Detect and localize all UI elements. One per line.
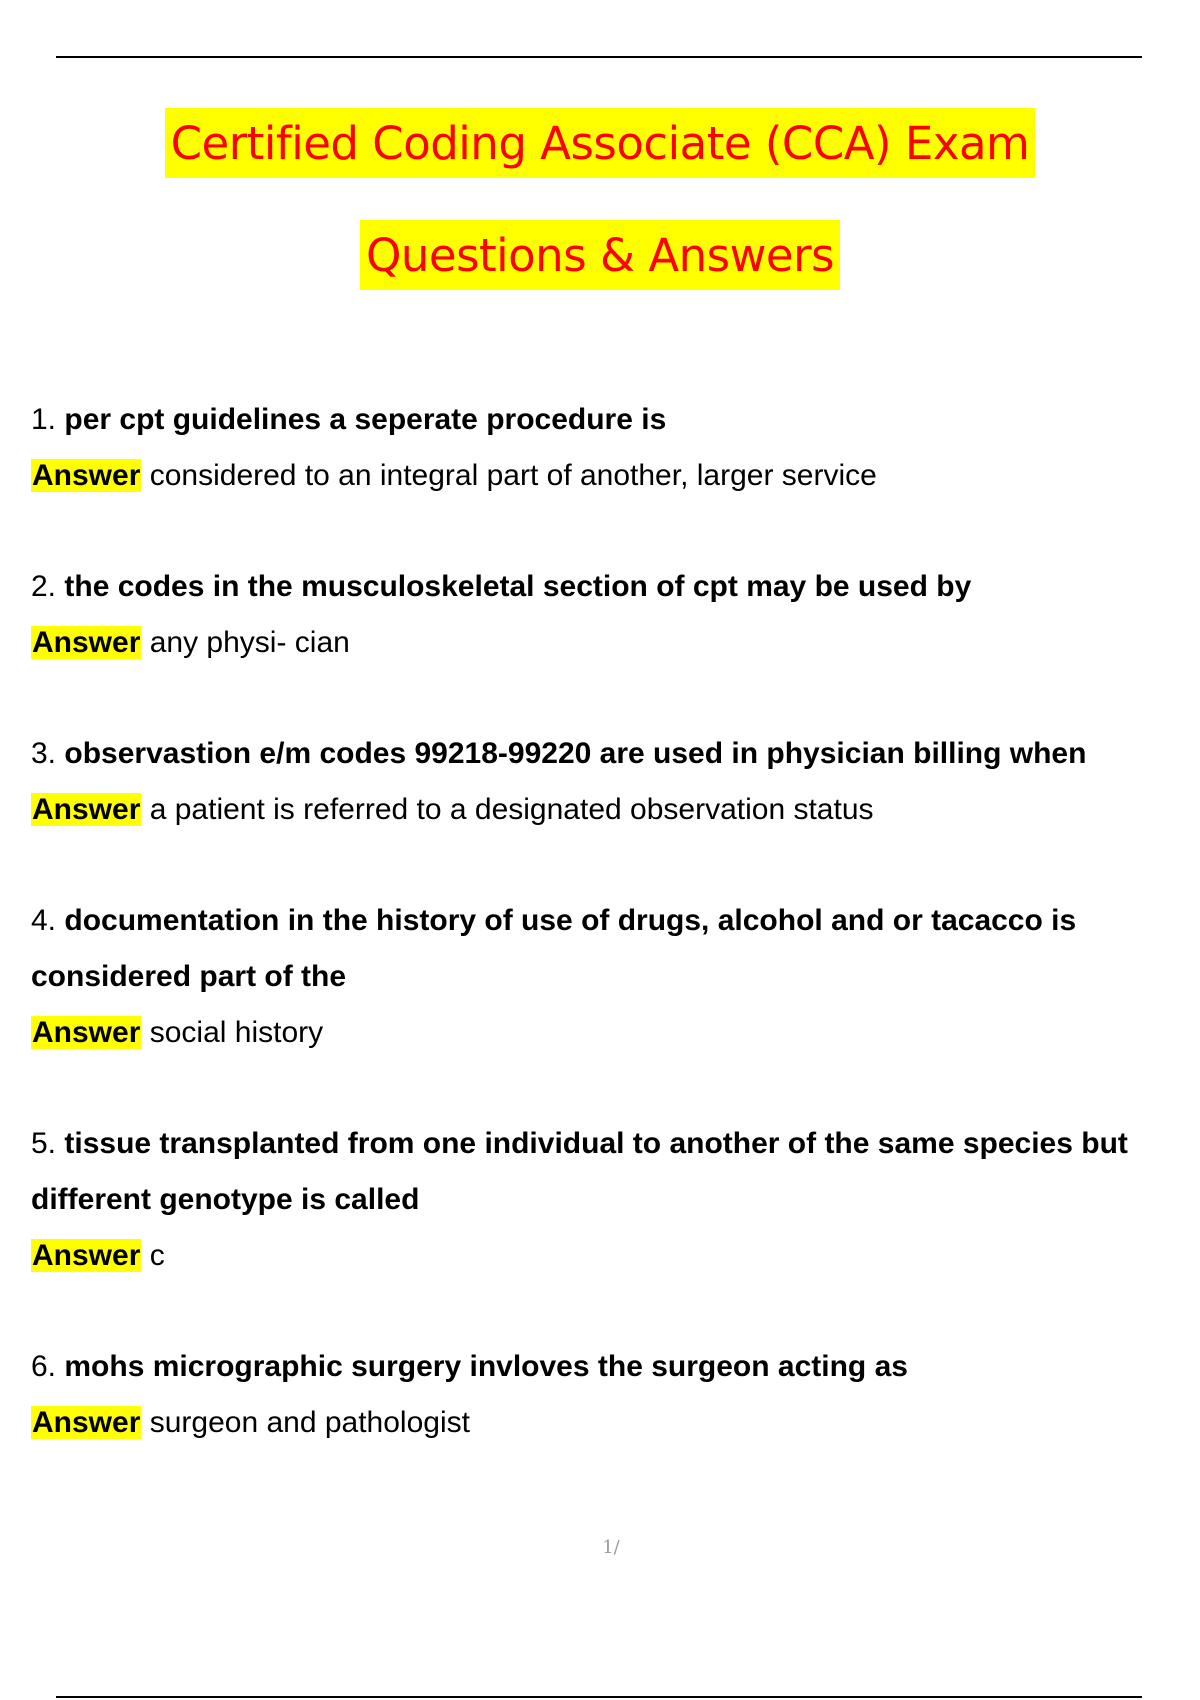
answer-text: social history	[149, 1016, 324, 1049]
question-text	[31, 1172, 1200, 1228]
answer-label: Answer	[32, 793, 141, 826]
answer-label: Answer	[32, 1016, 141, 1049]
title-line-1: Certified Coding Associate (CCA) Exam	[165, 108, 1036, 178]
question-number: 1.	[31, 403, 57, 436]
question-answer-list	[31, 392, 1200, 1506]
answer-line	[31, 1395, 1200, 1451]
answer-text: any physi- cian	[149, 626, 350, 659]
question-text	[31, 559, 1200, 615]
question-text	[31, 949, 1200, 1005]
question-line: documentation in the history of use of drugs, alcohol and or tacacco is	[64, 904, 1077, 937]
question-line: tissue transplanted from one individual to another of the same species but	[64, 1127, 1128, 1160]
qa-item	[31, 392, 1200, 504]
qa-item	[31, 559, 1200, 671]
question-text	[31, 392, 1200, 448]
answer-line	[31, 1005, 1200, 1061]
answer-label: Answer	[32, 626, 141, 659]
answer-label: Answer	[32, 459, 141, 492]
document-title	[0, 108, 1200, 290]
question-line: per cpt guidelines a seperate procedure is	[64, 403, 667, 436]
question-text	[31, 726, 1200, 782]
answer-text: a patient is referred to a designated observation status	[149, 793, 874, 826]
page-number: 1/	[602, 1537, 620, 1558]
question-line: observastion e/m codes 99218-99220 are used in physician billing when	[64, 737, 1087, 770]
answer-line	[31, 782, 1200, 838]
answer-text: considered to an integral part of another, larger service	[149, 459, 877, 492]
answer-line	[31, 615, 1200, 671]
answer-label: Answer	[32, 1406, 141, 1439]
answer-line	[31, 448, 1200, 504]
answer-label: Answer	[32, 1239, 141, 1272]
question-line: the codes in the musculoskeletal section of cpt may be used by	[64, 570, 972, 603]
question-line: considered part of the	[31, 960, 347, 993]
top-rule	[56, 56, 1142, 58]
answer-line	[31, 1228, 1200, 1284]
qa-item	[31, 1339, 1200, 1451]
question-number: 5.	[31, 1127, 57, 1160]
question-text	[31, 1339, 1200, 1395]
title-line-2: Questions & Answers	[360, 220, 840, 290]
question-number: 2.	[31, 570, 57, 603]
question-text	[31, 1116, 1200, 1172]
question-line: different genotype is called	[31, 1183, 420, 1216]
question-number: 6.	[31, 1350, 57, 1383]
qa-item	[31, 1116, 1200, 1284]
question-number: 3.	[31, 737, 57, 770]
bottom-rule	[56, 1696, 1142, 1698]
qa-item	[31, 726, 1200, 838]
question-number: 4.	[31, 904, 57, 937]
qa-item	[31, 893, 1200, 1061]
question-text	[31, 893, 1200, 949]
question-line: mohs micrographic surgery invloves the surgeon acting as	[64, 1350, 908, 1383]
answer-text: c	[149, 1239, 165, 1272]
answer-text: surgeon and pathologist	[149, 1406, 470, 1439]
